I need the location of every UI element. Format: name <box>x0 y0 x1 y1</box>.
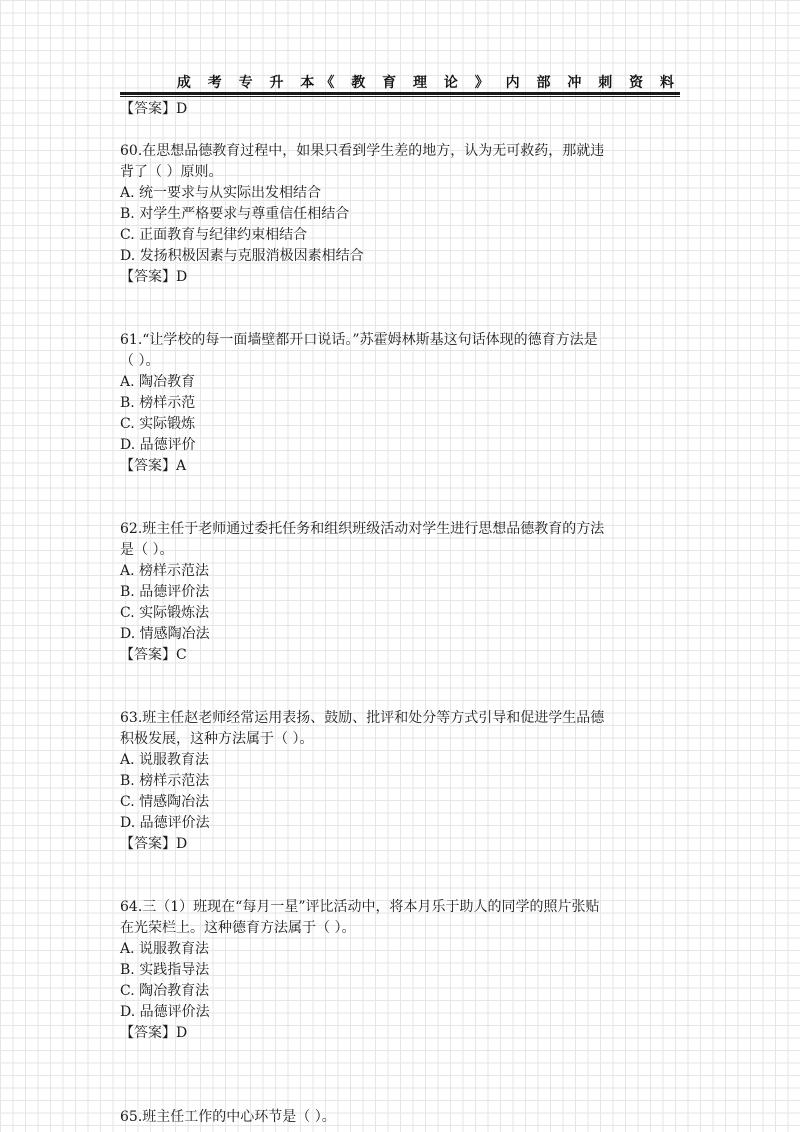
option-d: D. 发扬积极因素与克服消极因素相结合 <box>120 248 364 264</box>
question-text: 65.班主任工作的中心环节是（ ）。 <box>120 1109 336 1125</box>
question-block <box>120 519 680 666</box>
option-b: B. 榜样示范法 <box>120 773 210 789</box>
question-text: 积极发展，这种方法属于（ ）。 <box>120 731 314 747</box>
option-b: B. 对学生严格要求与尊重信任相结合 <box>120 206 350 222</box>
question-block <box>120 141 680 288</box>
question-text: 63.班主任赵老师经常运用表扬、鼓励、批评和处分等方式引导和促进学生品德 <box>120 710 605 726</box>
header-rule-thin <box>120 96 680 97</box>
question-block <box>120 708 680 855</box>
answer-line: 【答案】D <box>120 101 188 117</box>
option-d: D. 品德评价 <box>120 437 196 453</box>
answer-line: 【答案】A <box>120 458 187 474</box>
option-b: B. 品德评价法 <box>120 584 210 600</box>
question-text: 64.三（1）班现在“每月一星”评比活动中，将本月乐于助人的同学的照片张贴 <box>120 899 600 915</box>
question-text: 61.“让学校的每一面墙壁都开口说话。”苏霍姆林斯基这句话体现的德育方法是 <box>120 332 598 348</box>
option-a: A. 陶冶教育 <box>120 374 196 390</box>
option-c: C. 情感陶冶法 <box>120 794 210 810</box>
question-text: 是（ ）。 <box>120 542 174 558</box>
option-c: C. 陶冶教育法 <box>120 983 210 999</box>
option-a: A. 榜样示范法 <box>120 563 210 579</box>
option-c: C. 正面教育与纪律约束相结合 <box>120 227 308 243</box>
answer-line: 【答案】D <box>120 1025 188 1041</box>
header-rule-thick <box>120 92 680 95</box>
question-text: 背了（ ）原则。 <box>120 164 223 180</box>
option-c: C. 实际锻炼法 <box>120 605 210 621</box>
question-block <box>120 897 680 1044</box>
page-header-title: 成 考 专 升 本《 教 育 理 论 》 内 部 冲 刺 资 料 <box>176 75 680 91</box>
question-text: （ ）。 <box>120 353 160 369</box>
option-a: A. 说服教育法 <box>120 752 210 768</box>
question-text: 在光荣栏上。这种德育方法属于（ ）。 <box>120 920 356 936</box>
question-block <box>120 330 680 477</box>
option-b: B. 榜样示范 <box>120 395 196 411</box>
option-a: A. 说服教育法 <box>120 941 210 957</box>
question-text: 62.班主任于老师通过委托任务和组织班级活动对学生进行思想品德教育的方法 <box>120 521 605 537</box>
option-a: A. 统一要求与从实际出发相结合 <box>120 185 322 201</box>
answer-line: 【答案】D <box>120 836 188 852</box>
option-c: C. 实际锻炼 <box>120 416 196 432</box>
question-text: 60.在思想品德教育过程中，如果只看到学生差的地方，认为无可救药，那就违 <box>120 143 605 159</box>
option-d: D. 品德评价法 <box>120 815 210 831</box>
option-d: D. 情感陶冶法 <box>120 626 210 642</box>
answer-line: 【答案】D <box>120 269 188 285</box>
document-body <box>120 99 680 1128</box>
option-d: D. 品德评价法 <box>120 1004 210 1020</box>
option-b: B. 实践指导法 <box>120 962 210 978</box>
answer-line: 【答案】C <box>120 647 187 663</box>
